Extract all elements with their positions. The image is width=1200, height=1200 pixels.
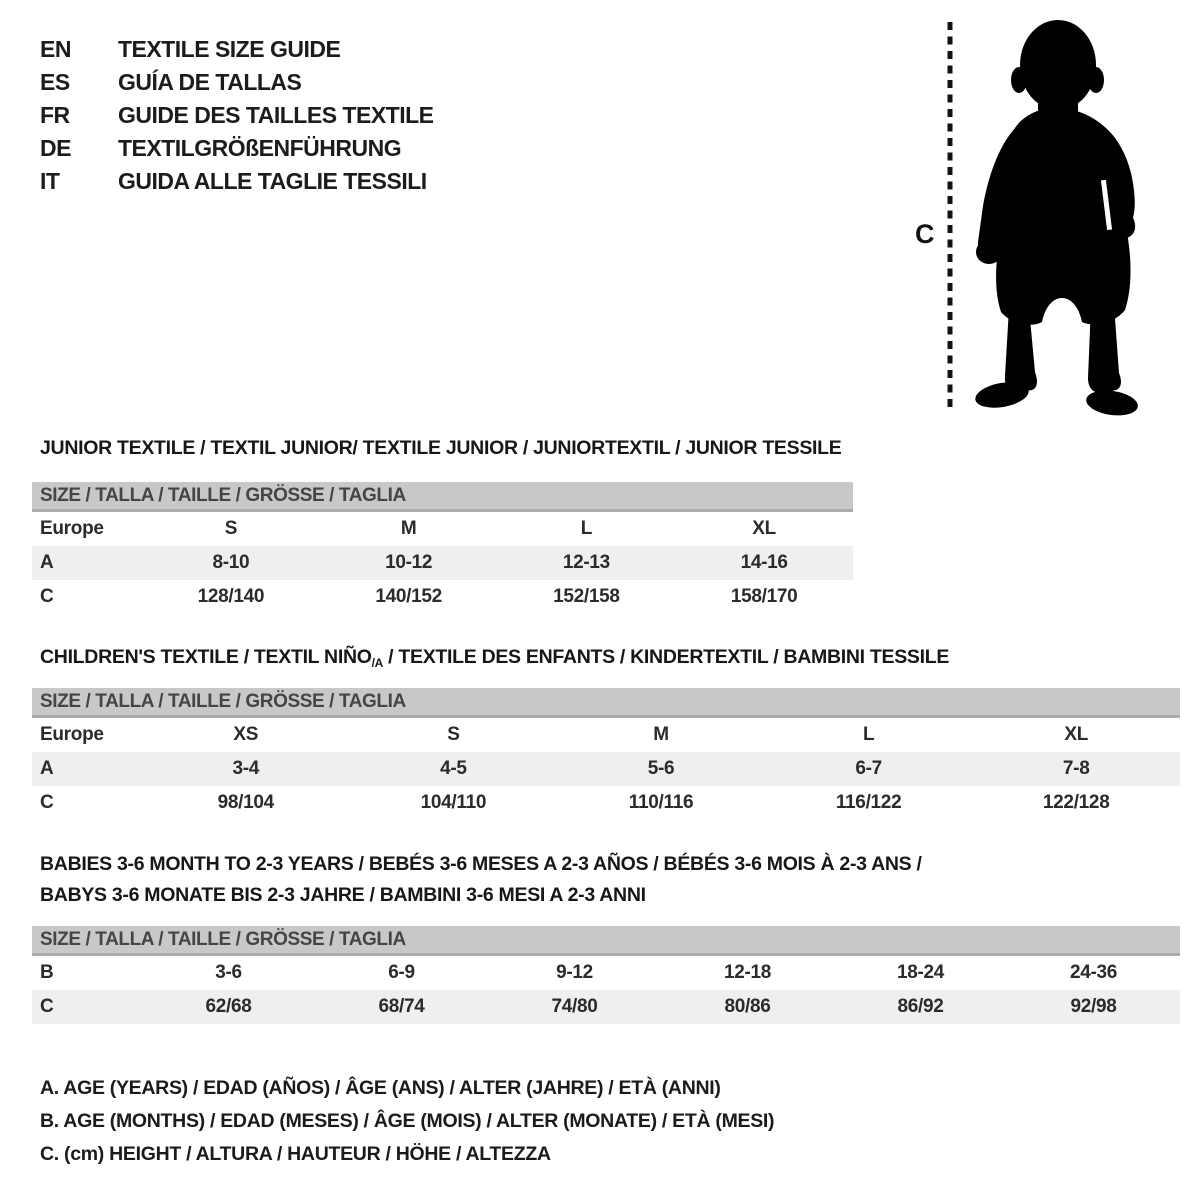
language-row-es	[40, 66, 434, 99]
table-row	[32, 956, 1180, 990]
junior-section-title: JUNIOR TEXTILE / TEXTIL JUNIOR/ TEXTILE JUNIOR / JUNIORTEXTIL / JUNIOR TESSILE	[40, 437, 842, 459]
size-cell: M	[400, 518, 417, 539]
age-cell: 5-6	[647, 758, 675, 779]
table-row	[32, 512, 853, 546]
height-cell: 92/98	[1070, 996, 1117, 1017]
measurement-figure	[905, 10, 1150, 422]
children-section-title	[40, 645, 949, 675]
language-row-en	[40, 33, 434, 66]
language-row-de	[40, 132, 434, 165]
row-label: Europe	[40, 518, 104, 539]
language-title: GUIDA ALLE TAGLIE TESSILI	[118, 168, 427, 194]
toddler-silhouette-icon	[905, 10, 1150, 422]
size-cell: XS	[233, 724, 259, 745]
size-cell: S	[224, 518, 238, 539]
language-code: FR	[40, 102, 70, 128]
footnote-b: B. AGE (MONTHS) / EDAD (MESES) / ÂGE (MOIS) / ALTER (MONATE) / ETÀ (MESI)	[40, 1110, 775, 1132]
size-cell: M	[653, 724, 669, 745]
size-cell: S	[447, 724, 460, 745]
language-title: GUIDE DES TAILLES TEXTILE	[118, 102, 434, 128]
age-cell: 18-24	[896, 962, 945, 983]
age-cell: 8-10	[212, 552, 250, 573]
size-cell: XL	[752, 518, 776, 539]
language-code: DE	[40, 135, 71, 161]
height-cell: 74/80	[551, 996, 598, 1017]
age-cell: 7-8	[1062, 758, 1090, 779]
table-row	[32, 752, 1180, 786]
babies-title-line1: BABIES 3-6 MONTH TO 2-3 YEARS / BEBÉS 3-6 MESES A 2-3 AÑOS / BÉBÉS 3-6 MOIS À 2-3 ANS /	[40, 853, 922, 875]
row-label: C	[40, 996, 54, 1017]
age-cell: 14-16	[740, 552, 788, 573]
row-label: Europe	[40, 724, 104, 745]
children-size-table	[32, 688, 1180, 820]
age-cell: 24-36	[1069, 962, 1118, 983]
table-row	[32, 718, 1180, 752]
age-cell: 6-9	[388, 962, 415, 983]
table-row	[32, 990, 1180, 1024]
children-title-subscript: /A	[371, 656, 384, 670]
height-cell: 98/104	[217, 792, 274, 813]
language-code: EN	[40, 36, 71, 62]
height-cell: 152/158	[553, 586, 620, 607]
height-cell: 86/92	[897, 996, 944, 1017]
table-row	[32, 546, 853, 580]
height-cell: 62/68	[205, 996, 252, 1017]
footnote-a: A. AGE (YEARS) / EDAD (AÑOS) / ÂGE (ANS) / ALTER (JAHRE) / ETÀ (ANNI)	[40, 1077, 721, 1099]
language-title: TEXTILGRÖßENFÜHRUNG	[118, 135, 402, 161]
junior-size-table	[32, 482, 853, 614]
height-cell: 128/140	[197, 586, 265, 607]
row-label: C	[40, 586, 54, 607]
babies-title-line2: BABYS 3-6 MONATE BIS 2-3 JAHRE / BAMBINI 3-6 MESI A 2-3 ANNI	[40, 884, 646, 906]
toddler-body	[973, 20, 1139, 419]
age-cell: 9-12	[556, 962, 593, 983]
size-cell: XL	[1064, 724, 1089, 745]
height-cell: 110/116	[628, 792, 694, 813]
language-title: TEXTILE SIZE GUIDE	[118, 36, 341, 62]
height-measure-label: C	[915, 219, 935, 249]
babies-section-title	[40, 849, 922, 911]
language-row-fr	[40, 99, 434, 132]
table-row	[32, 580, 853, 614]
height-cell: 122/128	[1042, 792, 1110, 813]
language-code: IT	[40, 168, 60, 194]
row-label: A	[40, 552, 54, 573]
height-cell: 116/122	[835, 792, 902, 813]
age-cell: 4-5	[440, 758, 467, 779]
age-cell: 3-6	[215, 962, 242, 983]
language-title: GUÍA DE TALLAS	[118, 69, 302, 95]
children-title-text: / TEXTILE DES ENFANTS / KINDERTEXTIL / BAMBINI TESSILE	[383, 646, 950, 668]
size-header-bar: SIZE / TALLA / TAILLE / GRÖSSE / TAGLIA	[32, 926, 1180, 956]
height-cell: 80/86	[724, 996, 771, 1017]
height-cell: 140/152	[375, 586, 442, 607]
age-cell: 12-13	[562, 552, 610, 573]
children-title-text: CHILDREN'S TEXTILE / TEXTIL NIÑO	[40, 646, 372, 668]
babies-size-table	[32, 926, 1180, 1024]
footnotes	[40, 1072, 774, 1171]
row-label: A	[40, 758, 54, 779]
size-cell: L	[862, 724, 875, 745]
row-label: B	[40, 962, 54, 983]
row-label: C	[40, 792, 54, 813]
size-header-bar: SIZE / TALLA / TAILLE / GRÖSSE / TAGLIA	[32, 482, 853, 512]
language-list	[40, 33, 434, 198]
footnote-c: C. (cm) HEIGHT / ALTURA / HAUTEUR / HÖHE / ALTEZZA	[40, 1143, 551, 1165]
language-code: ES	[40, 69, 70, 95]
size-header-bar: SIZE / TALLA / TAILLE / GRÖSSE / TAGLIA	[32, 688, 1180, 718]
height-cell: 104/110	[420, 792, 487, 813]
age-cell: 3-4	[232, 758, 260, 779]
size-cell: L	[580, 518, 593, 539]
table-row	[32, 786, 1180, 820]
age-cell: 6-7	[855, 758, 882, 779]
height-cell: 68/74	[378, 996, 425, 1017]
age-cell: 12-18	[723, 962, 772, 983]
height-cell: 158/170	[730, 586, 798, 607]
language-row-it	[40, 165, 434, 198]
age-cell: 10-12	[385, 552, 433, 573]
